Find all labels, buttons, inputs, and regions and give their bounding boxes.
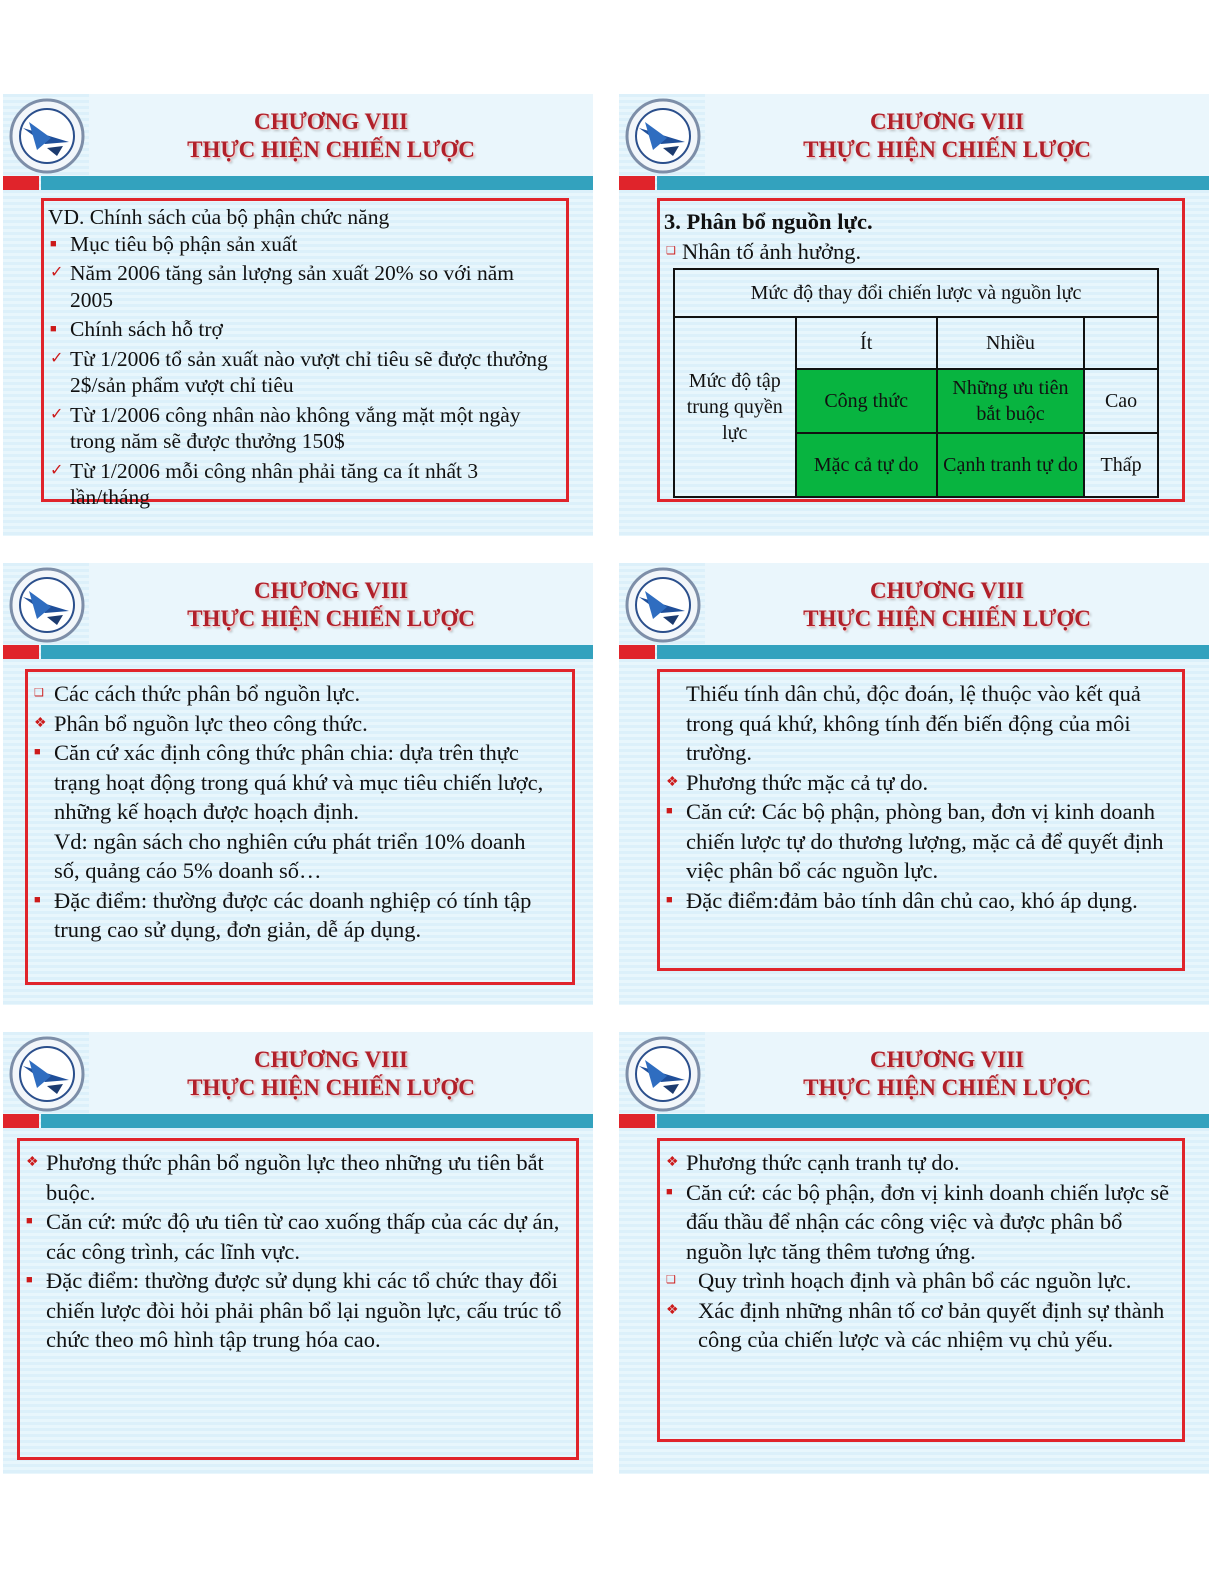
slide-title (705, 577, 1189, 633)
content-box (657, 669, 1185, 971)
line-text: Mục tiêu bộ phận sản xuất (70, 231, 298, 256)
bullet-item (664, 1178, 1176, 1267)
chapter-label: CHƯƠNG VIII (254, 578, 408, 603)
bullet-item (48, 260, 562, 313)
accent-bar-red (619, 645, 655, 659)
line-text: Năm 2006 tăng sản lượng sản xuất 20% so với năm 2005 (70, 261, 515, 312)
square-bullet-icon: ■ (50, 323, 57, 335)
accent-bar-red (619, 176, 655, 190)
text-line (48, 204, 562, 231)
table-cell-priorities: Những ưu tiên bắt buộc (937, 369, 1084, 433)
line-text: Phương thức phân bổ nguồn lực theo những ưu tiên bắt buộc. (46, 1150, 544, 1205)
line-text: Từ 1/2006 tổ sản xuất nào vượt chỉ tiêu sẽ được thưởng 2$/sản phẩm vượt chỉ tiêu (70, 346, 548, 397)
chapter-label: CHƯƠNG VIII (870, 109, 1024, 134)
slide-2 (619, 94, 1209, 536)
section-heading: 3. Phân bổ nguồn lực. (664, 209, 873, 234)
slide-5 (3, 1032, 593, 1474)
table-row-header: Mức độ tập trung quyền lực (674, 317, 796, 497)
university-logo-icon (623, 1036, 703, 1112)
accent-bar-blue (41, 176, 593, 190)
table-row-high: Cao (1084, 369, 1158, 433)
chapter-subtitle: THỰC HIỆN CHIẾN LƯỢC (187, 1075, 475, 1100)
slide-1 (3, 94, 593, 536)
bullet-item (664, 768, 1174, 798)
table-cell-competition: Cạnh tranh tự do (937, 433, 1084, 497)
bullet-item (32, 709, 556, 739)
bullet-item (664, 1148, 1176, 1178)
diamond-bullet-icon: ❖ (666, 1155, 679, 1170)
text-line (664, 679, 1174, 768)
accent-bar-blue (657, 645, 1209, 659)
check-bullet-icon: ✓ (50, 349, 64, 367)
accent-bar-blue (41, 1114, 593, 1128)
slide-6 (619, 1032, 1209, 1474)
accent-bar-red (3, 1114, 39, 1128)
slide-title (89, 1046, 573, 1102)
university-logo-icon (623, 567, 703, 643)
check-bullet-icon: ✓ (50, 264, 64, 281)
content-box (41, 198, 569, 509)
line-text: Căn cứ: các bộ phận, đơn vị kinh doanh chiến lược sẽ đấu thầu để nhận các công việc và được phân bổ nguồn lực tăng thêm tương ứng. (686, 1179, 1170, 1264)
chapter-subtitle: THỰC HIỆN CHIẾN LƯỢC (803, 137, 1091, 162)
check-bullet-icon: ✓ (50, 405, 64, 423)
table-cell-bargaining: Mặc cả tự do (796, 433, 937, 497)
bullet-item (24, 1207, 570, 1266)
line-text: Căn cứ xác định công thức phân chia: dựa trên thực trạng hoạt động trong quá khứ và mục tiêu chiến lược, những kế hoạch được hoạch định. (54, 740, 544, 824)
diamond-bullet-icon: ❖ (666, 774, 679, 790)
bullet-item (48, 458, 562, 511)
bullet-item (24, 1148, 570, 1207)
university-logo-icon (623, 98, 703, 174)
slide-title (705, 108, 1189, 164)
diamond-bullet-icon: ❖ (34, 715, 47, 731)
table-row-low: Thấp (1084, 433, 1158, 497)
square-bullet-icon: ■ (26, 1215, 33, 1227)
table-col-high: Nhiều (937, 317, 1084, 369)
line-text: Đặc điểm:đảm bảo tính dân chủ cao, khó áp dụng. (686, 887, 1138, 913)
bullet-item (664, 237, 1178, 267)
check-bullet-icon: ✓ (50, 461, 64, 479)
line-text: Phương thức mặc cả tự do. (686, 769, 929, 795)
bullet-item (664, 886, 1174, 916)
line-text: VD. Chính sách của bộ phận chức năng (48, 205, 390, 229)
university-logo-icon (7, 1036, 87, 1112)
accent-bar-red (3, 176, 39, 190)
bullet-item (664, 797, 1174, 886)
table-empty-cell (1084, 317, 1158, 369)
line-text: Các cách thức phân bổ nguồn lực. (54, 681, 361, 706)
content-box (25, 669, 575, 985)
resource-allocation-table (673, 268, 1159, 498)
slide-title (89, 108, 573, 164)
table-top-header: Mức độ thay đổi chiến lược và nguồn lực (674, 269, 1158, 317)
diamond-bullet-icon: ❖ (666, 1302, 679, 1318)
bullet-item (48, 316, 562, 343)
chapter-label: CHƯƠNG VIII (254, 109, 408, 134)
slide-4 (619, 563, 1209, 1005)
line-text: Từ 1/2006 mỗi công nhân phải tăng ca ít nhất 3 lần/tháng (70, 458, 479, 509)
line-text: Xác định những nhân tố cơ bản quyết định sự thành công của chiến lược và các nhiệm vụ chủ yếu. (698, 1297, 1165, 1352)
bullet-item (24, 1266, 570, 1355)
square-bullet-icon: ■ (34, 746, 41, 758)
hollow-square-bullet-icon: ❑ (666, 244, 676, 257)
bullet-item (32, 738, 556, 827)
university-logo-icon (7, 98, 87, 174)
chapter-subtitle: THỰC HIỆN CHIẾN LƯỢC (803, 1075, 1091, 1100)
chapter-label: CHƯƠNG VIII (870, 1047, 1024, 1072)
slide-3 (3, 563, 593, 1005)
bullet-item (48, 346, 562, 399)
line-text: Chính sách hỗ trợ (70, 317, 223, 341)
chapter-label: CHƯƠNG VIII (254, 1047, 408, 1072)
slide-title (89, 577, 573, 633)
accent-bar-red (619, 1114, 655, 1128)
accent-bar-blue (657, 176, 1209, 190)
content-box (657, 1138, 1185, 1442)
university-logo-icon (7, 567, 87, 643)
hollow-square-bullet-icon: ❑ (34, 687, 44, 699)
square-bullet-icon: ■ (666, 805, 673, 817)
table-col-low: Ít (796, 317, 937, 369)
line-text: Nhân tố ảnh hưởng. (682, 238, 862, 264)
line-text: Quy trình hoạch định và phân bổ các nguồn lực. (698, 1268, 1132, 1293)
hollow-square-bullet-icon: ❑ (666, 1274, 676, 1286)
square-bullet-icon: ■ (50, 237, 57, 250)
line-text: Thiếu tính dân chủ, độc đoán, lệ thuộc vào kết quả trong quá khứ, không tính đến biến động của môi trường. (686, 681, 1141, 765)
accent-bar-blue (657, 1114, 1209, 1128)
bullet-item (32, 679, 556, 709)
accent-bar-red (3, 645, 39, 659)
bullet-item (48, 231, 562, 258)
chapter-subtitle: THỰC HIỆN CHIẾN LƯỢC (803, 606, 1091, 631)
line-text: Từ 1/2006 công nhân nào không vắng mặt một ngày trong năm sẽ được thưởng 150$ (70, 402, 521, 453)
bullet-item (664, 1296, 1176, 1355)
chapter-subtitle: THỰC HIỆN CHIẾN LƯỢC (187, 606, 475, 631)
square-bullet-icon: ■ (666, 1185, 673, 1198)
table-cell-formula: Công thức (796, 369, 937, 433)
line-text: Vd: ngân sách cho nghiên cứu phát triển 10% doanh số, quảng cáo 5% doanh số… (54, 828, 526, 883)
line-text: Căn cứ: Các bộ phận, phòng ban, đơn vị kinh doanh chiến lược tự do thương lượng, mặc cả để quyết định việc phân bổ các nguồn lực. (686, 799, 1164, 883)
line-text: Căn cứ: mức độ ưu tiên từ cao xuống thấp của các dự án, các công trình, các lĩnh vực. (46, 1209, 560, 1264)
square-bullet-icon: ■ (666, 893, 673, 906)
content-box (17, 1138, 579, 1460)
square-bullet-icon: ■ (34, 893, 41, 906)
accent-bar-blue (41, 645, 593, 659)
line-text: Phương thức cạnh tranh tự do. (686, 1150, 960, 1175)
chapter-label: CHƯƠNG VIII (870, 578, 1024, 603)
chapter-subtitle: THỰC HIỆN CHIẾN LƯỢC (187, 137, 475, 162)
slide-title (705, 1046, 1189, 1102)
line-text: Đặc điểm: thường được các doanh nghiệp có tính tập trung cao sử dụng, đơn giản, dễ áp dụng. (54, 887, 532, 942)
line-text: Phân bổ nguồn lực theo công thức. (54, 710, 368, 736)
diamond-bullet-icon: ❖ (26, 1155, 39, 1170)
square-bullet-icon: ■ (26, 1274, 33, 1286)
line-text: Đặc điểm: thường được sử dụng khi các tổ chức thay đổi chiến lược đòi hỏi phải phân bổ lại nguồn lực, cấu trúc tổ chức theo mô hình tập trung hóa cao. (46, 1268, 562, 1352)
text-line (32, 827, 556, 886)
bullet-item (48, 402, 562, 455)
bullet-item (664, 1266, 1176, 1296)
bullet-item (32, 886, 556, 945)
